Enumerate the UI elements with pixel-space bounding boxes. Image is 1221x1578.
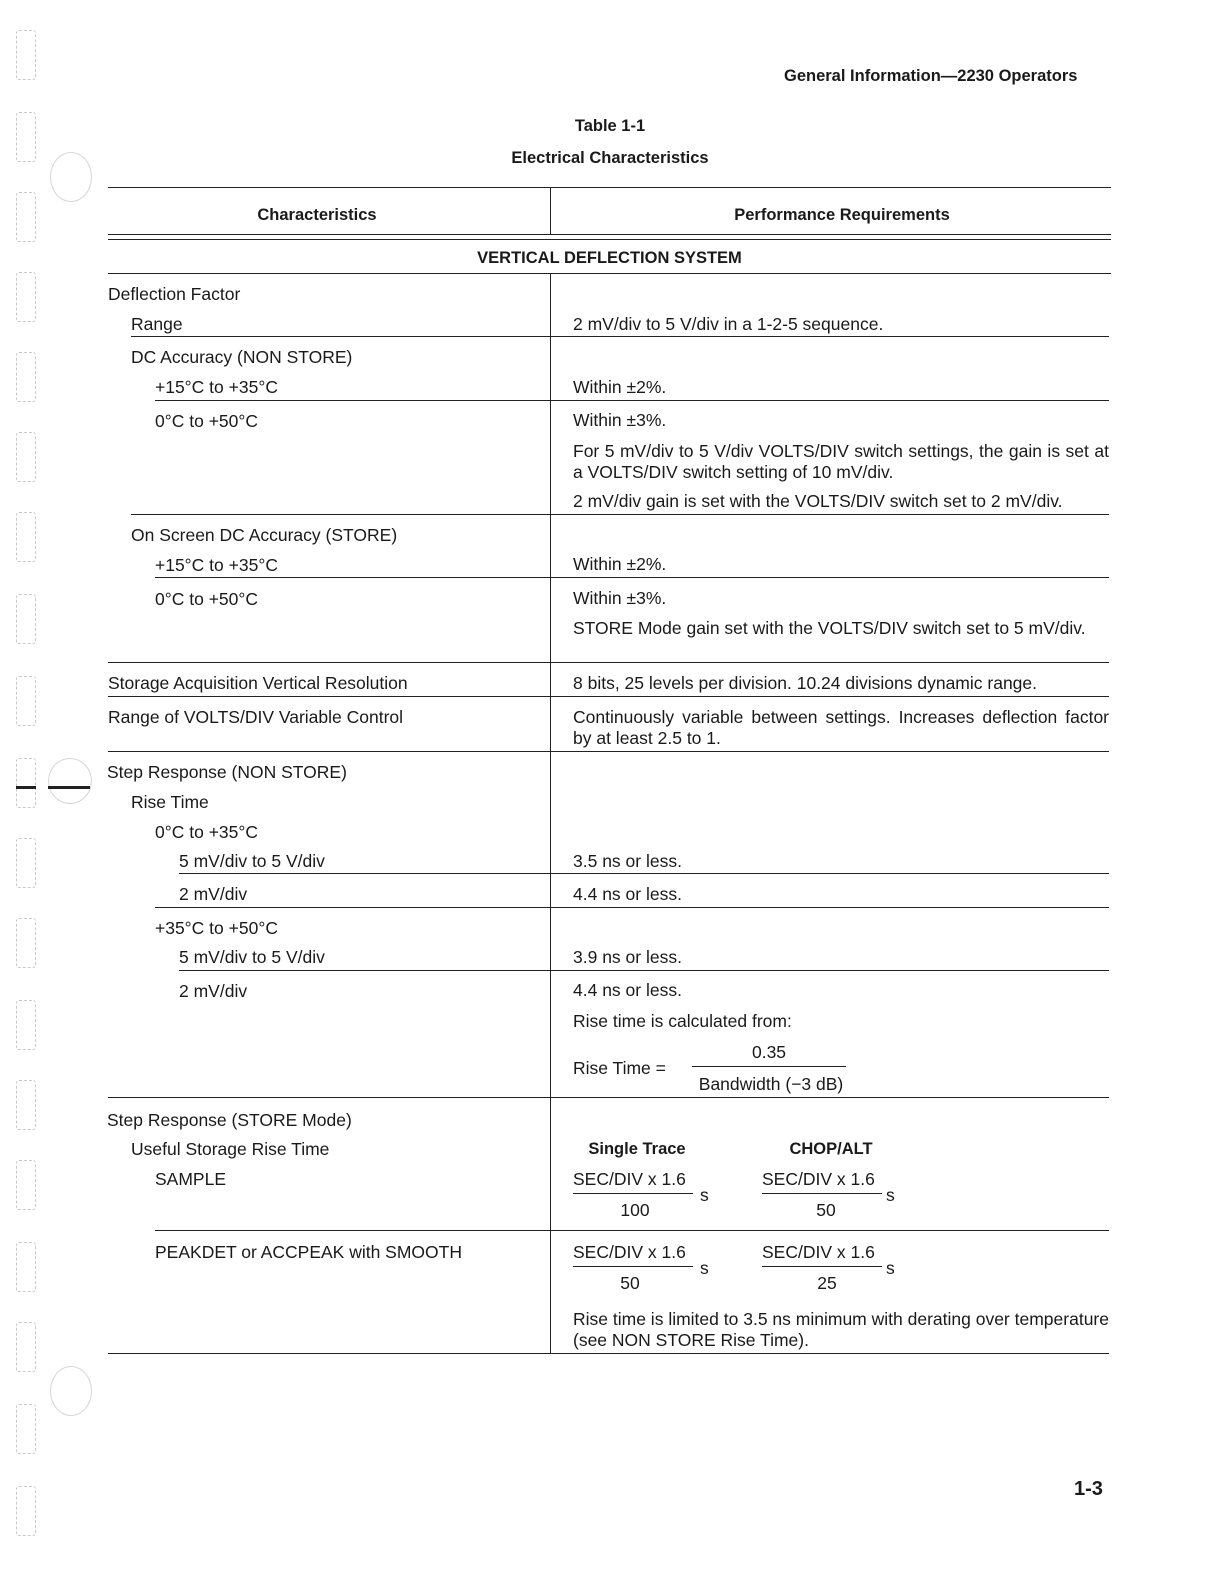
formula-numerator: 0.35	[751, 1042, 787, 1062]
subcol-single-trace: Single Trace	[588, 1140, 686, 1158]
col-header-characteristics: Characteristics	[257, 206, 377, 224]
page-number: 1-3	[1074, 1478, 1103, 1500]
row-label: +15°C to +35°C	[155, 555, 278, 575]
row-value: 4.4 ns or less.	[573, 980, 682, 1000]
section-title: VERTICAL DEFLECTION SYSTEM	[477, 249, 742, 267]
row-label: Step Response (STORE Mode)	[107, 1110, 352, 1130]
fraction-unit: s	[886, 1185, 895, 1205]
fraction-bar	[573, 1193, 693, 1194]
fraction-denominator: 100	[620, 1200, 650, 1220]
row-label: +35°C to +50°C	[155, 918, 278, 938]
fraction-bar	[762, 1193, 882, 1194]
row-label: Deflection Factor	[108, 284, 241, 304]
row-value: Continuously variable between settings. Increases deflection factor by at least 2.5 to 1.	[573, 707, 1109, 748]
row-value: Within ±3%.	[573, 588, 667, 608]
row-label: Useful Storage Rise Time	[131, 1139, 330, 1159]
fraction-bar	[762, 1266, 882, 1267]
formula-denominator: Bandwidth (−3 dB)	[698, 1074, 844, 1094]
row-label: SAMPLE	[155, 1169, 226, 1189]
formula-lhs: Rise Time =	[573, 1058, 666, 1078]
fraction-denominator: 50	[816, 1200, 836, 1220]
row-label: Rise Time	[131, 792, 209, 812]
row-label: Range of VOLTS/DIV Variable Control	[108, 707, 404, 727]
row-value: 2 mV/div to 5 V/div in a 1-2-5 sequence.	[573, 314, 884, 334]
row-label: 2 mV/div	[179, 981, 248, 1001]
fraction-denominator: 25	[817, 1273, 837, 1293]
row-label: DC Accuracy (NON STORE)	[131, 347, 353, 367]
row-label: +15°C to +35°C	[155, 377, 278, 397]
row-label: 0°C to +50°C	[155, 589, 259, 609]
row-value: Within ±3%.	[573, 410, 667, 430]
row-label: 5 mV/div to 5 V/div	[179, 851, 325, 871]
row-value: Within ±2%.	[573, 554, 667, 574]
running-header: General Information—2230 Operators	[784, 67, 1078, 85]
row-note: Rise time is limited to 3.5 ns minimum with derating over temperature (see NON STORE Rise Time).	[573, 1309, 1109, 1350]
row-label: PEAKDET or ACCPEAK with SMOOTH	[155, 1242, 462, 1262]
row-label: Step Response (NON STORE)	[107, 762, 347, 782]
fraction-denominator: 50	[620, 1273, 640, 1293]
fraction-numerator: SEC/DIV x 1.6	[573, 1169, 686, 1189]
fraction-unit: s	[700, 1185, 709, 1205]
fraction-numerator: SEC/DIV x 1.6	[762, 1242, 875, 1262]
row-value: 3.9 ns or less.	[573, 947, 682, 967]
fraction-unit: s	[886, 1258, 895, 1278]
row-label: Range	[131, 314, 183, 334]
subcol-chop-alt: CHOP/ALT	[789, 1140, 873, 1158]
row-note: STORE Mode gain set with the VOLTS/DIV switch set to 5 mV/div.	[573, 618, 1086, 638]
fraction-numerator: SEC/DIV x 1.6	[573, 1242, 686, 1262]
row-label: 0°C to +50°C	[155, 411, 259, 431]
row-note: For 5 mV/div to 5 V/div VOLTS/DIV switch settings, the gain is set at a VOLTS/DIV switch setting of 10 mV/div.	[573, 441, 1109, 482]
formula-fraction-bar	[692, 1066, 846, 1067]
fraction-bar	[573, 1266, 693, 1267]
col-header-performance: Performance Requirements	[734, 206, 950, 224]
row-note: Rise time is calculated from:	[573, 1011, 792, 1031]
row-value: Within ±2%.	[573, 377, 667, 397]
row-label: 2 mV/div	[179, 884, 248, 904]
row-label: Storage Acquisition Vertical Resolution	[108, 673, 408, 693]
row-value: 3.5 ns or less.	[573, 851, 682, 871]
row-label: 5 mV/div to 5 V/div	[179, 947, 325, 967]
row-value: 4.4 ns or less.	[573, 884, 682, 904]
row-label: On Screen DC Accuracy (STORE)	[131, 525, 398, 545]
row-label: 0°C to +35°C	[155, 822, 259, 842]
fraction-unit: s	[700, 1258, 709, 1278]
table-number: Table 1-1	[574, 117, 646, 135]
row-note: 2 mV/div gain is set with the VOLTS/DIV switch set to 2 mV/div.	[573, 491, 1063, 511]
table-title: Electrical Characteristics	[511, 149, 709, 167]
fraction-numerator: SEC/DIV x 1.6	[762, 1169, 875, 1189]
row-value: 8 bits, 25 levels per division. 10.24 divisions dynamic range.	[573, 673, 1037, 693]
